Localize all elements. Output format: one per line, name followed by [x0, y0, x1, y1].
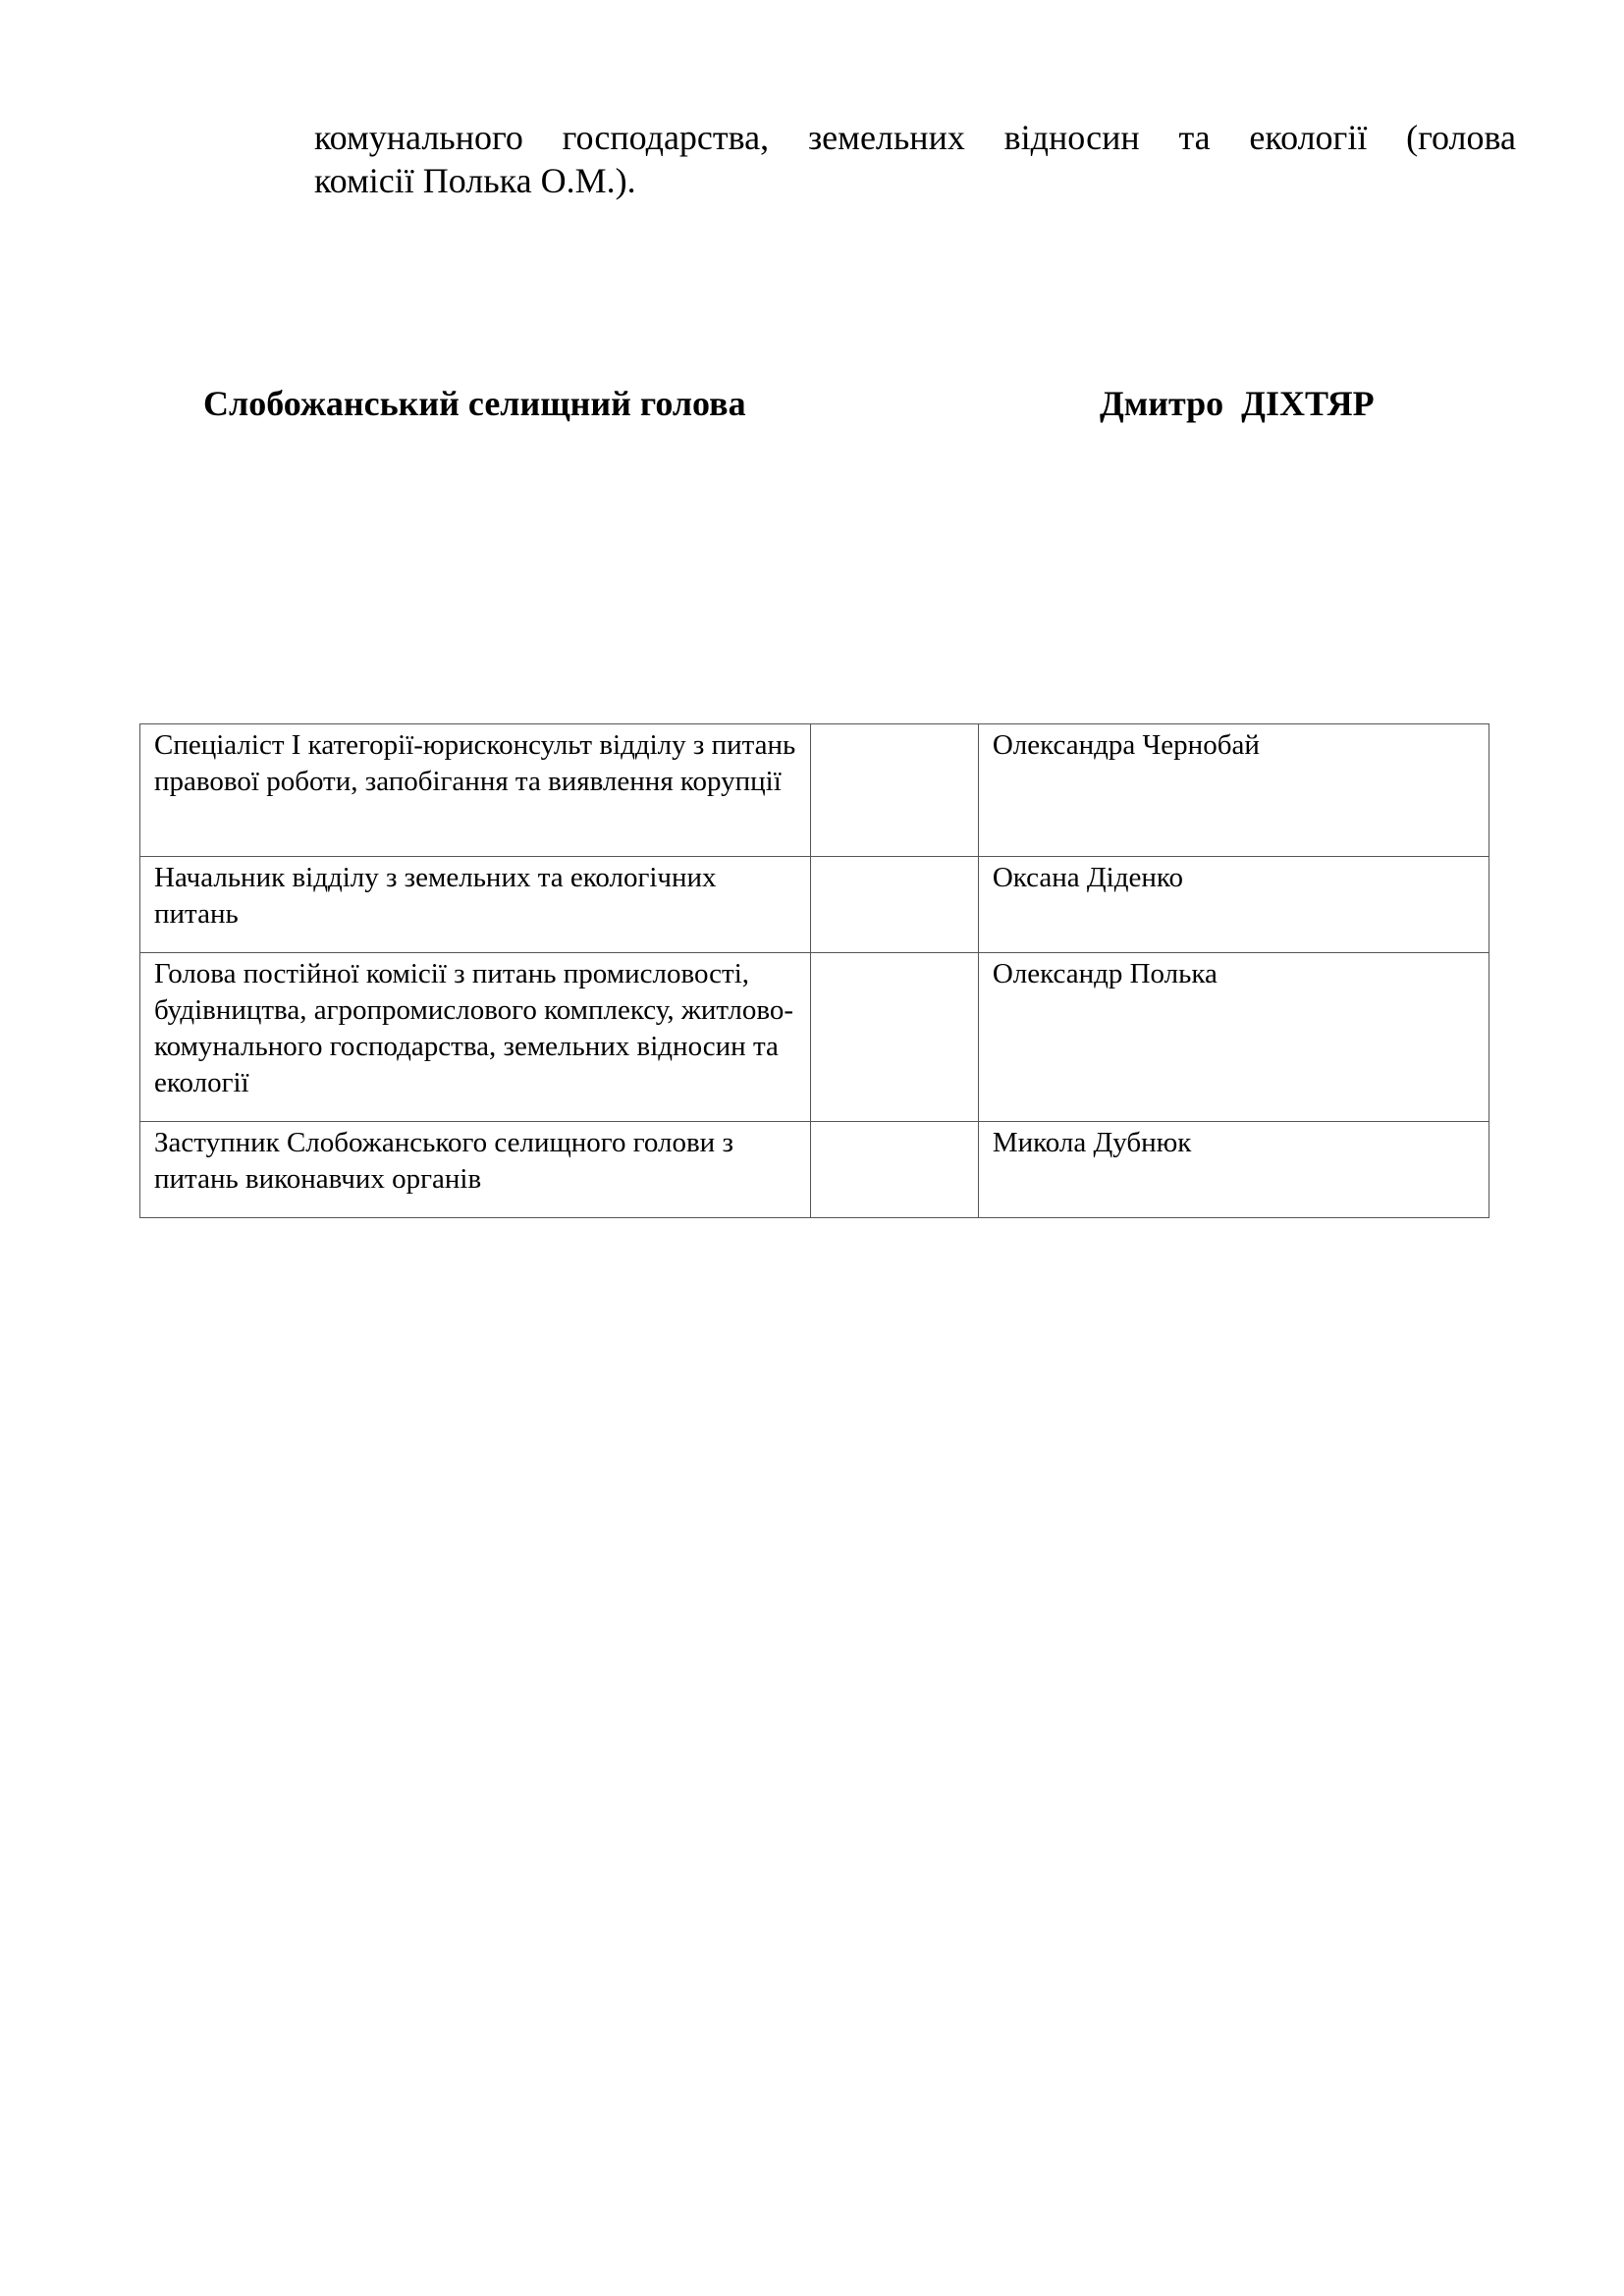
body-text-line-2: комісії Полька О.М.). — [314, 161, 636, 200]
position-cell: Начальник відділу з земельних та екологічних питань — [140, 857, 811, 953]
signature-cell — [811, 1122, 979, 1218]
table-row — [140, 857, 1489, 953]
body-text-line-1: комунального господарства, земельних відносин та екології (голова — [314, 118, 1516, 157]
position-cell: Спеціаліст І категорії-юрисконсульт відділу з питань правової роботи, запобігання та виявлення корупції — [140, 724, 811, 857]
name-cell: Олександра Чернобай — [978, 724, 1489, 857]
signature-cell — [811, 953, 979, 1122]
body-paragraph — [314, 116, 1516, 202]
signature-cell — [811, 724, 979, 857]
signatory-name: Дмитро ДІХТЯР — [1100, 384, 1375, 423]
signature-cell — [811, 857, 979, 953]
position-cell: Голова постійної комісії з питань промисловості, будівництва, агропромислового комплексу, житлово-комунального господарства, земельних відносин та екології — [140, 953, 811, 1122]
table-row — [140, 953, 1489, 1122]
table-row — [140, 724, 1489, 857]
approval-table — [139, 723, 1489, 1218]
signatory-title: Слобожанський селищний голова — [203, 384, 746, 423]
name-cell: Оксана Діденко — [978, 857, 1489, 953]
position-cell: Заступник Слобожанського селищного голови з питань виконавчих органів — [140, 1122, 811, 1218]
name-cell: Микола Дубнюк — [978, 1122, 1489, 1218]
name-cell: Олександр Полька — [978, 953, 1489, 1122]
table-row — [140, 1122, 1489, 1218]
